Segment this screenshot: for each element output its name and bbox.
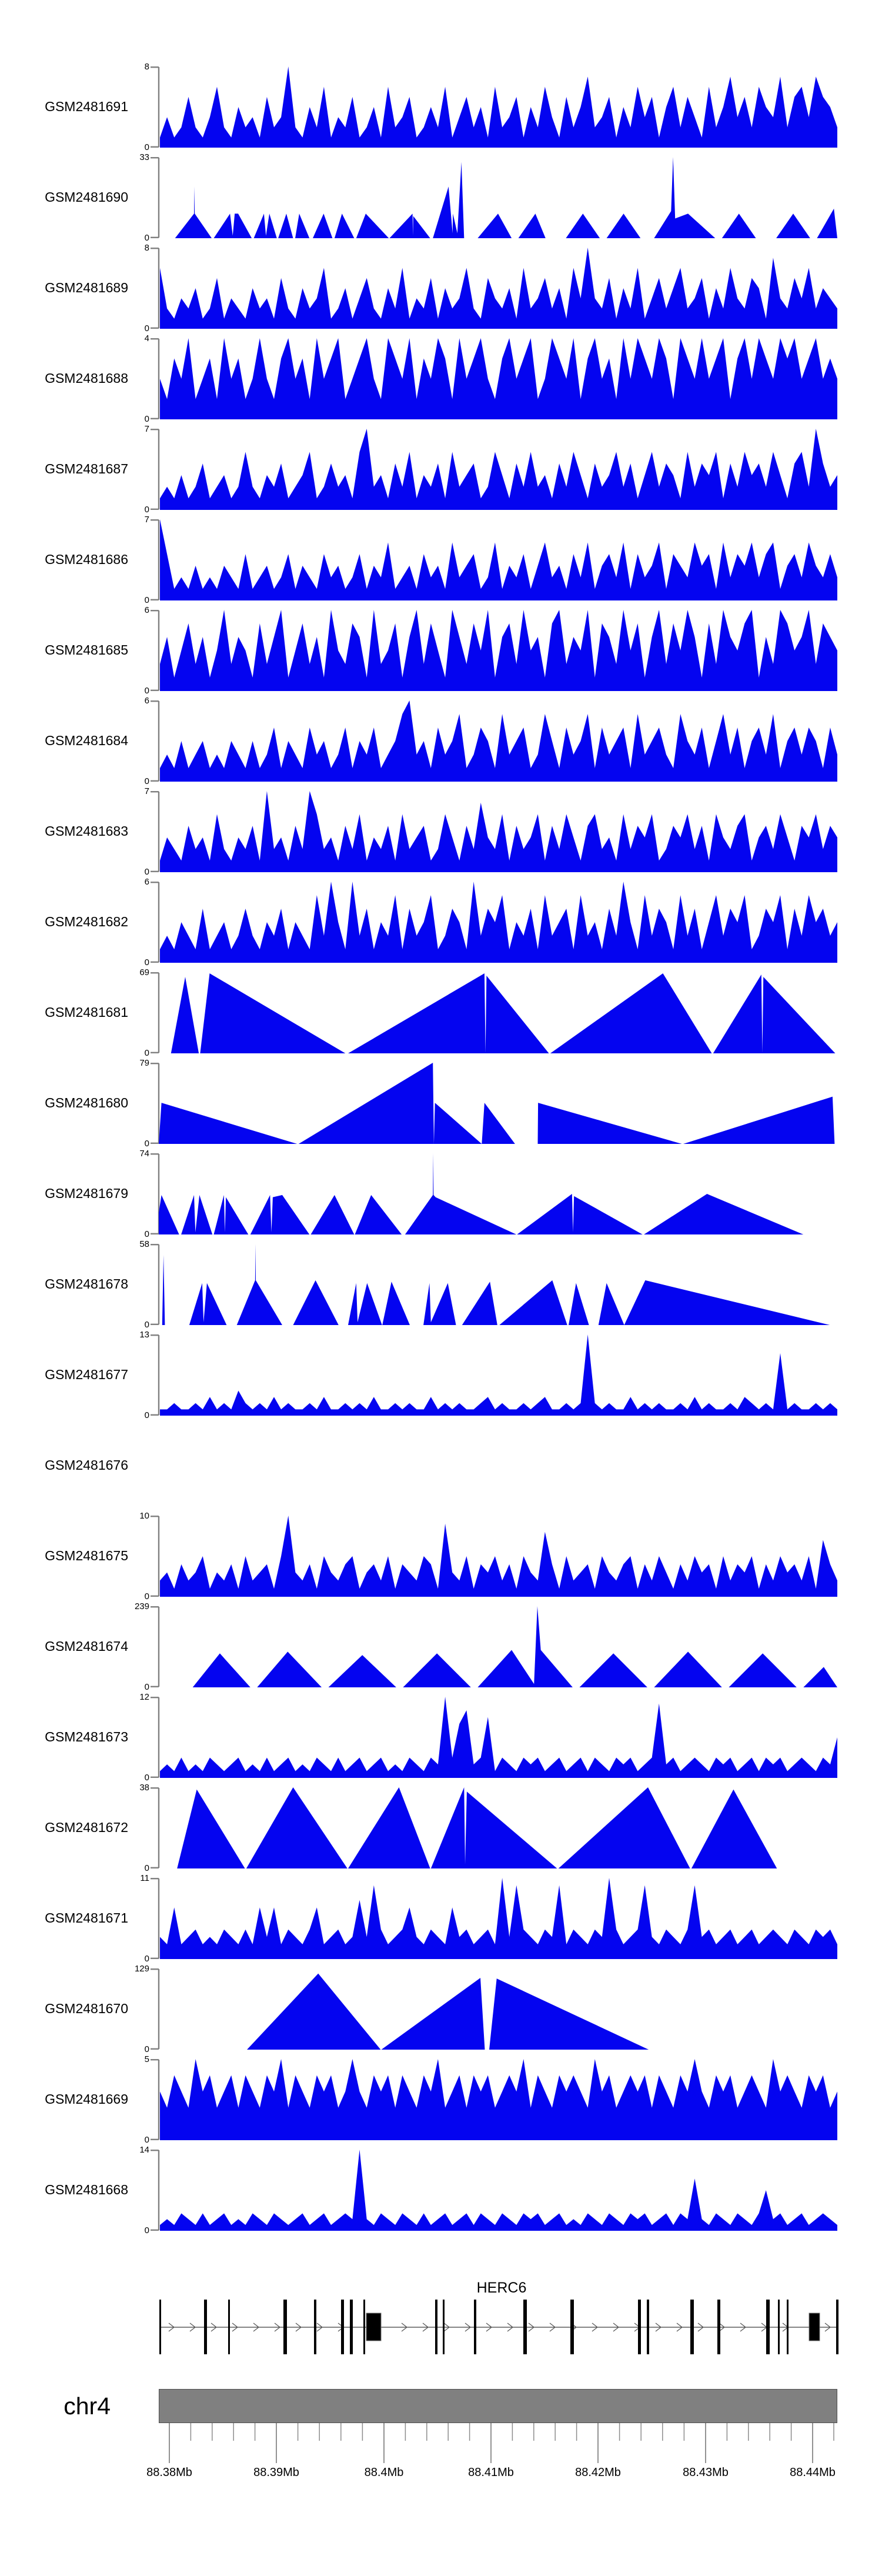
track-y-axis bbox=[147, 1516, 160, 1597]
track-label: GSM2481668 bbox=[45, 2182, 128, 2197]
exon-line bbox=[283, 2300, 287, 2354]
axis-tick-label: 88.4Mb bbox=[364, 2466, 404, 2479]
track-ybase-label: 0 bbox=[144, 505, 149, 515]
track-label: GSM2481691 bbox=[45, 99, 128, 114]
track-row bbox=[0, 1964, 882, 2054]
track-ybase-label: 0 bbox=[144, 1410, 149, 1420]
exon-line bbox=[341, 2300, 344, 2354]
track-y-axis bbox=[147, 1244, 160, 1325]
track-ymax-label: 58 bbox=[139, 1239, 149, 1249]
exon-line bbox=[638, 2300, 641, 2354]
track-ybase-label: 0 bbox=[144, 1773, 149, 1783]
track-ymax-label: 129 bbox=[134, 1964, 149, 1974]
track-ymax-label: 6 bbox=[144, 696, 149, 706]
track-ybase-label: 0 bbox=[144, 1048, 149, 1058]
track-label: GSM2481686 bbox=[45, 552, 128, 567]
exon-line bbox=[474, 2300, 476, 2354]
exon-line bbox=[570, 2300, 574, 2354]
track-label: GSM2481673 bbox=[45, 1729, 128, 1744]
track-row bbox=[0, 1873, 882, 1964]
track-ymax-label: 69 bbox=[139, 967, 149, 977]
track-ymax-label: 33 bbox=[139, 152, 149, 162]
track-signal bbox=[159, 1697, 837, 1778]
track-row bbox=[0, 152, 882, 243]
track-ybase-label: 0 bbox=[144, 595, 149, 605]
track-row bbox=[0, 786, 882, 877]
track-ymax-label: 6 bbox=[144, 605, 149, 615]
track-y-axis bbox=[147, 2150, 160, 2231]
track-signal bbox=[159, 1244, 837, 1325]
track-signal bbox=[159, 248, 837, 329]
track-ybase-label: 0 bbox=[144, 776, 149, 786]
track-ybase-label: 0 bbox=[144, 414, 149, 424]
track-signal bbox=[159, 1334, 837, 1416]
track-label: GSM2481682 bbox=[45, 914, 128, 929]
track-ybase-label: 0 bbox=[144, 957, 149, 967]
exon-line bbox=[350, 2300, 353, 2354]
track-label: GSM2481670 bbox=[45, 2001, 128, 2016]
track-y-axis bbox=[147, 1334, 160, 1416]
track-signal bbox=[159, 1787, 837, 1868]
axis-tick-label: 88.43Mb bbox=[683, 2466, 729, 2479]
track-ymax-label: 7 bbox=[144, 786, 149, 796]
track-signal bbox=[159, 338, 837, 419]
track-ymax-label: 4 bbox=[144, 333, 149, 343]
track-ybase-label: 0 bbox=[144, 2044, 149, 2054]
track-ybase-label: 0 bbox=[144, 1682, 149, 1692]
track-row bbox=[0, 2145, 882, 2235]
track-row bbox=[0, 515, 882, 605]
track-ymax-label: 5 bbox=[144, 2054, 149, 2064]
track-ybase-label: 0 bbox=[144, 1954, 149, 1964]
axis-tick-label: 88.39Mb bbox=[253, 2466, 299, 2479]
exon-line bbox=[836, 2300, 838, 2354]
track-ybase-label: 0 bbox=[144, 1591, 149, 1601]
exon-line bbox=[523, 2300, 527, 2354]
track-y-axis bbox=[147, 972, 160, 1053]
track-ymax-label: 14 bbox=[139, 2145, 149, 2155]
track-row bbox=[0, 62, 882, 152]
track-y-axis bbox=[147, 1968, 160, 2050]
track-row bbox=[0, 1783, 882, 1873]
ideogram-bar bbox=[159, 2389, 837, 2423]
track-label: GSM2481672 bbox=[45, 1820, 128, 1835]
track-signal bbox=[159, 1968, 837, 2050]
track-y-axis bbox=[147, 519, 160, 600]
track-label: GSM2481684 bbox=[45, 733, 128, 748]
exon-line bbox=[443, 2300, 445, 2354]
track-ymax-label: 6 bbox=[144, 877, 149, 887]
track-signal bbox=[159, 1063, 837, 1144]
track-ymax-label: 11 bbox=[140, 1873, 149, 1883]
track-signal bbox=[159, 66, 837, 148]
track-label: GSM2481681 bbox=[45, 1005, 128, 1020]
track-row bbox=[0, 967, 882, 1058]
track-label: GSM2481674 bbox=[45, 1639, 128, 1654]
track-y-axis bbox=[147, 1878, 160, 1959]
track-ybase-label: 0 bbox=[144, 2225, 149, 2235]
track-y-axis bbox=[147, 2059, 160, 2140]
track-ymax-label: 239 bbox=[134, 1601, 149, 1611]
exon-box bbox=[809, 2313, 820, 2341]
track-y-axis bbox=[147, 1063, 160, 1144]
track-signal bbox=[159, 1153, 837, 1234]
exon-line bbox=[314, 2300, 316, 2354]
track-ymax-label: 10 bbox=[139, 1511, 149, 1521]
track-signal bbox=[159, 882, 837, 963]
axis-tick-label: 88.42Mb bbox=[575, 2466, 621, 2479]
track-label: GSM2481687 bbox=[45, 461, 128, 476]
track-label: GSM2481680 bbox=[45, 1095, 128, 1110]
track-label: GSM2481671 bbox=[45, 1910, 128, 1926]
track-ybase-label: 0 bbox=[144, 1229, 149, 1239]
exon-line bbox=[435, 2300, 437, 2354]
track-ymax-label: 74 bbox=[139, 1149, 149, 1159]
track-label: GSM2481669 bbox=[45, 2091, 128, 2107]
axis-tick-label: 88.44Mb bbox=[790, 2466, 836, 2479]
track-label: GSM2481683 bbox=[45, 823, 128, 839]
track-signal bbox=[159, 700, 837, 782]
track-label: GSM2481690 bbox=[45, 189, 128, 205]
exon-line bbox=[787, 2300, 789, 2354]
track-ybase-label: 0 bbox=[144, 142, 149, 152]
track-ymax-label: 38 bbox=[139, 1783, 149, 1793]
chromosome-label: chr4 bbox=[64, 2393, 111, 2420]
track-row bbox=[0, 877, 882, 967]
track-signal bbox=[159, 1878, 837, 1959]
exon-line bbox=[159, 2300, 161, 2354]
track-signal bbox=[159, 2059, 837, 2140]
track-ybase-label: 0 bbox=[144, 686, 149, 696]
genome-axis bbox=[0, 2423, 882, 2505]
track-label: GSM2481689 bbox=[45, 280, 128, 295]
track-signal bbox=[159, 1516, 837, 1597]
track-row bbox=[0, 424, 882, 515]
track-y-axis bbox=[147, 66, 160, 148]
track-ybase-label: 0 bbox=[144, 1863, 149, 1873]
track-ybase-label: 0 bbox=[144, 2135, 149, 2145]
track-y-axis bbox=[147, 248, 160, 329]
axis-tick-label: 88.41Mb bbox=[468, 2466, 514, 2479]
track-ymax-label: 8 bbox=[144, 243, 149, 253]
axis-tick-label: 88.38Mb bbox=[146, 2466, 192, 2479]
track-ybase-label: 0 bbox=[144, 233, 149, 243]
exon-line bbox=[363, 2300, 365, 2354]
track-y-axis bbox=[147, 700, 160, 782]
track-signal bbox=[159, 2150, 837, 2231]
track-ymax-label: 7 bbox=[144, 424, 149, 434]
track-row bbox=[0, 696, 882, 786]
track-y-axis bbox=[147, 791, 160, 872]
track-ymax-label: 8 bbox=[144, 62, 149, 72]
track-label: GSM2481685 bbox=[45, 642, 128, 658]
track-ymax-label: 7 bbox=[144, 515, 149, 525]
track-signal bbox=[159, 972, 837, 1053]
track-y-axis bbox=[147, 1153, 160, 1234]
track-y-axis bbox=[147, 610, 160, 691]
track-row bbox=[0, 333, 882, 424]
track-row bbox=[0, 1511, 882, 1601]
track-ymax-label: 13 bbox=[139, 1330, 149, 1340]
track-label: GSM2481688 bbox=[45, 371, 128, 386]
track-row bbox=[0, 1601, 882, 1692]
track-row bbox=[0, 605, 882, 696]
track-y-axis bbox=[147, 157, 160, 238]
track-row bbox=[0, 1149, 882, 1239]
track-y-axis bbox=[147, 1697, 160, 1778]
track-label: GSM2481675 bbox=[45, 1548, 128, 1563]
track-signal bbox=[159, 157, 837, 238]
track-row bbox=[0, 1330, 882, 1420]
track-signal bbox=[159, 1606, 837, 1687]
track-signal bbox=[159, 610, 837, 691]
track-y-axis bbox=[147, 338, 160, 419]
track-label: GSM2481678 bbox=[45, 1276, 128, 1292]
track-ybase-label: 0 bbox=[144, 323, 149, 333]
gene-name-label: HERC6 bbox=[476, 2280, 527, 2296]
track-y-axis bbox=[147, 882, 160, 963]
track-y-axis bbox=[147, 429, 160, 510]
track-row bbox=[0, 1239, 882, 1330]
exon-box bbox=[366, 2313, 381, 2341]
track-row bbox=[0, 2054, 882, 2145]
track-row bbox=[0, 1058, 882, 1149]
exon-line bbox=[204, 2300, 207, 2354]
track-signal bbox=[159, 519, 837, 600]
track-ybase-label: 0 bbox=[144, 1139, 149, 1149]
track-y-axis bbox=[147, 1606, 160, 1687]
track-label: GSM2481677 bbox=[45, 1367, 128, 1382]
exon-line bbox=[690, 2300, 694, 2354]
track-ybase-label: 0 bbox=[144, 1320, 149, 1330]
exon-line bbox=[778, 2300, 780, 2354]
exon-line bbox=[766, 2300, 770, 2354]
track-ymax-label: 12 bbox=[139, 1692, 149, 1702]
track-signal bbox=[159, 791, 837, 872]
track-row bbox=[0, 1692, 882, 1783]
track-label: GSM2481676 bbox=[45, 1457, 128, 1473]
track-ybase-label: 0 bbox=[144, 867, 149, 877]
gene-model-graphic bbox=[0, 2258, 882, 2382]
track-signal bbox=[159, 429, 837, 510]
track-ymax-label: 79 bbox=[139, 1058, 149, 1068]
exon-line bbox=[647, 2300, 649, 2354]
track-label: GSM2481679 bbox=[45, 1186, 128, 1201]
track-row bbox=[0, 1425, 882, 1506]
exon-line bbox=[717, 2300, 720, 2354]
track-y-axis bbox=[147, 1787, 160, 1868]
exon-line bbox=[228, 2300, 230, 2354]
track-row bbox=[0, 243, 882, 333]
